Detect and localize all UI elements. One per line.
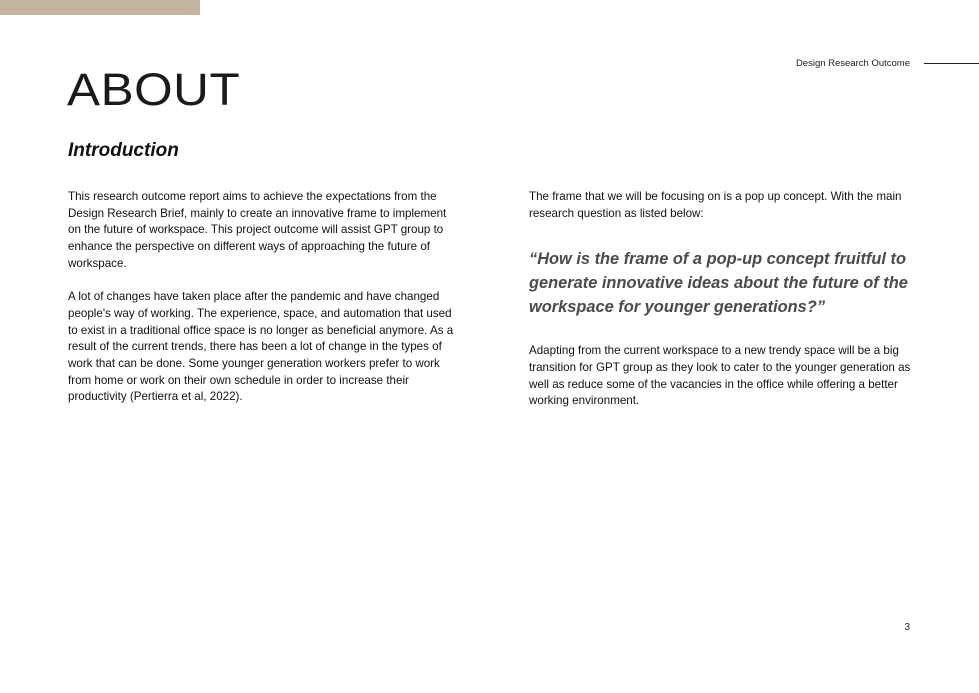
- right-column: [529, 189, 915, 410]
- header-divider-line: [924, 63, 979, 64]
- page-title: ABOUT: [67, 64, 241, 115]
- left-column: [68, 189, 460, 406]
- accent-bar: [0, 0, 200, 15]
- paragraph-intro: This research outcome report aims to achieve the expectations from the Design Research Brief, mainly to create an innovative frame to implement on the future of workspace. This project outcome will assist GPT group to enhance the perspective on different ways of approaching the future of workspace.: [68, 190, 447, 270]
- paragraph-frame: The frame that we will be focusing on is a pop up concept. With the main research question as listed below:: [529, 190, 902, 220]
- paragraph-transition: Adapting from the current workspace to a new trendy space will be a big transition for GPT group as they look to cater to the younger generation as well as reduce some of the vacancies in the office while offering a better working environment.: [529, 344, 911, 408]
- header-label: Design Research Outcome: [795, 58, 910, 69]
- page-number: 3: [904, 622, 910, 633]
- section-heading: Introduction: [68, 140, 179, 161]
- research-question-quote: “How is the frame of a pop-up concept fruitful to generate innovative ideas about the future of the workspace for younger generations?”: [529, 250, 908, 316]
- paragraph-context: A lot of changes have taken place after the pandemic and have changed people's way of working. The experience, space, and automation that used to exist in a traditional office space is no longer as beneficial anymore. As a result of the current trends, there has been a lot of change in the types of work that can be done. Some younger generation workers prefer to work from home or work on their own schedule in order to increase their productivity (Pertierra et al, 2022).: [68, 290, 454, 404]
